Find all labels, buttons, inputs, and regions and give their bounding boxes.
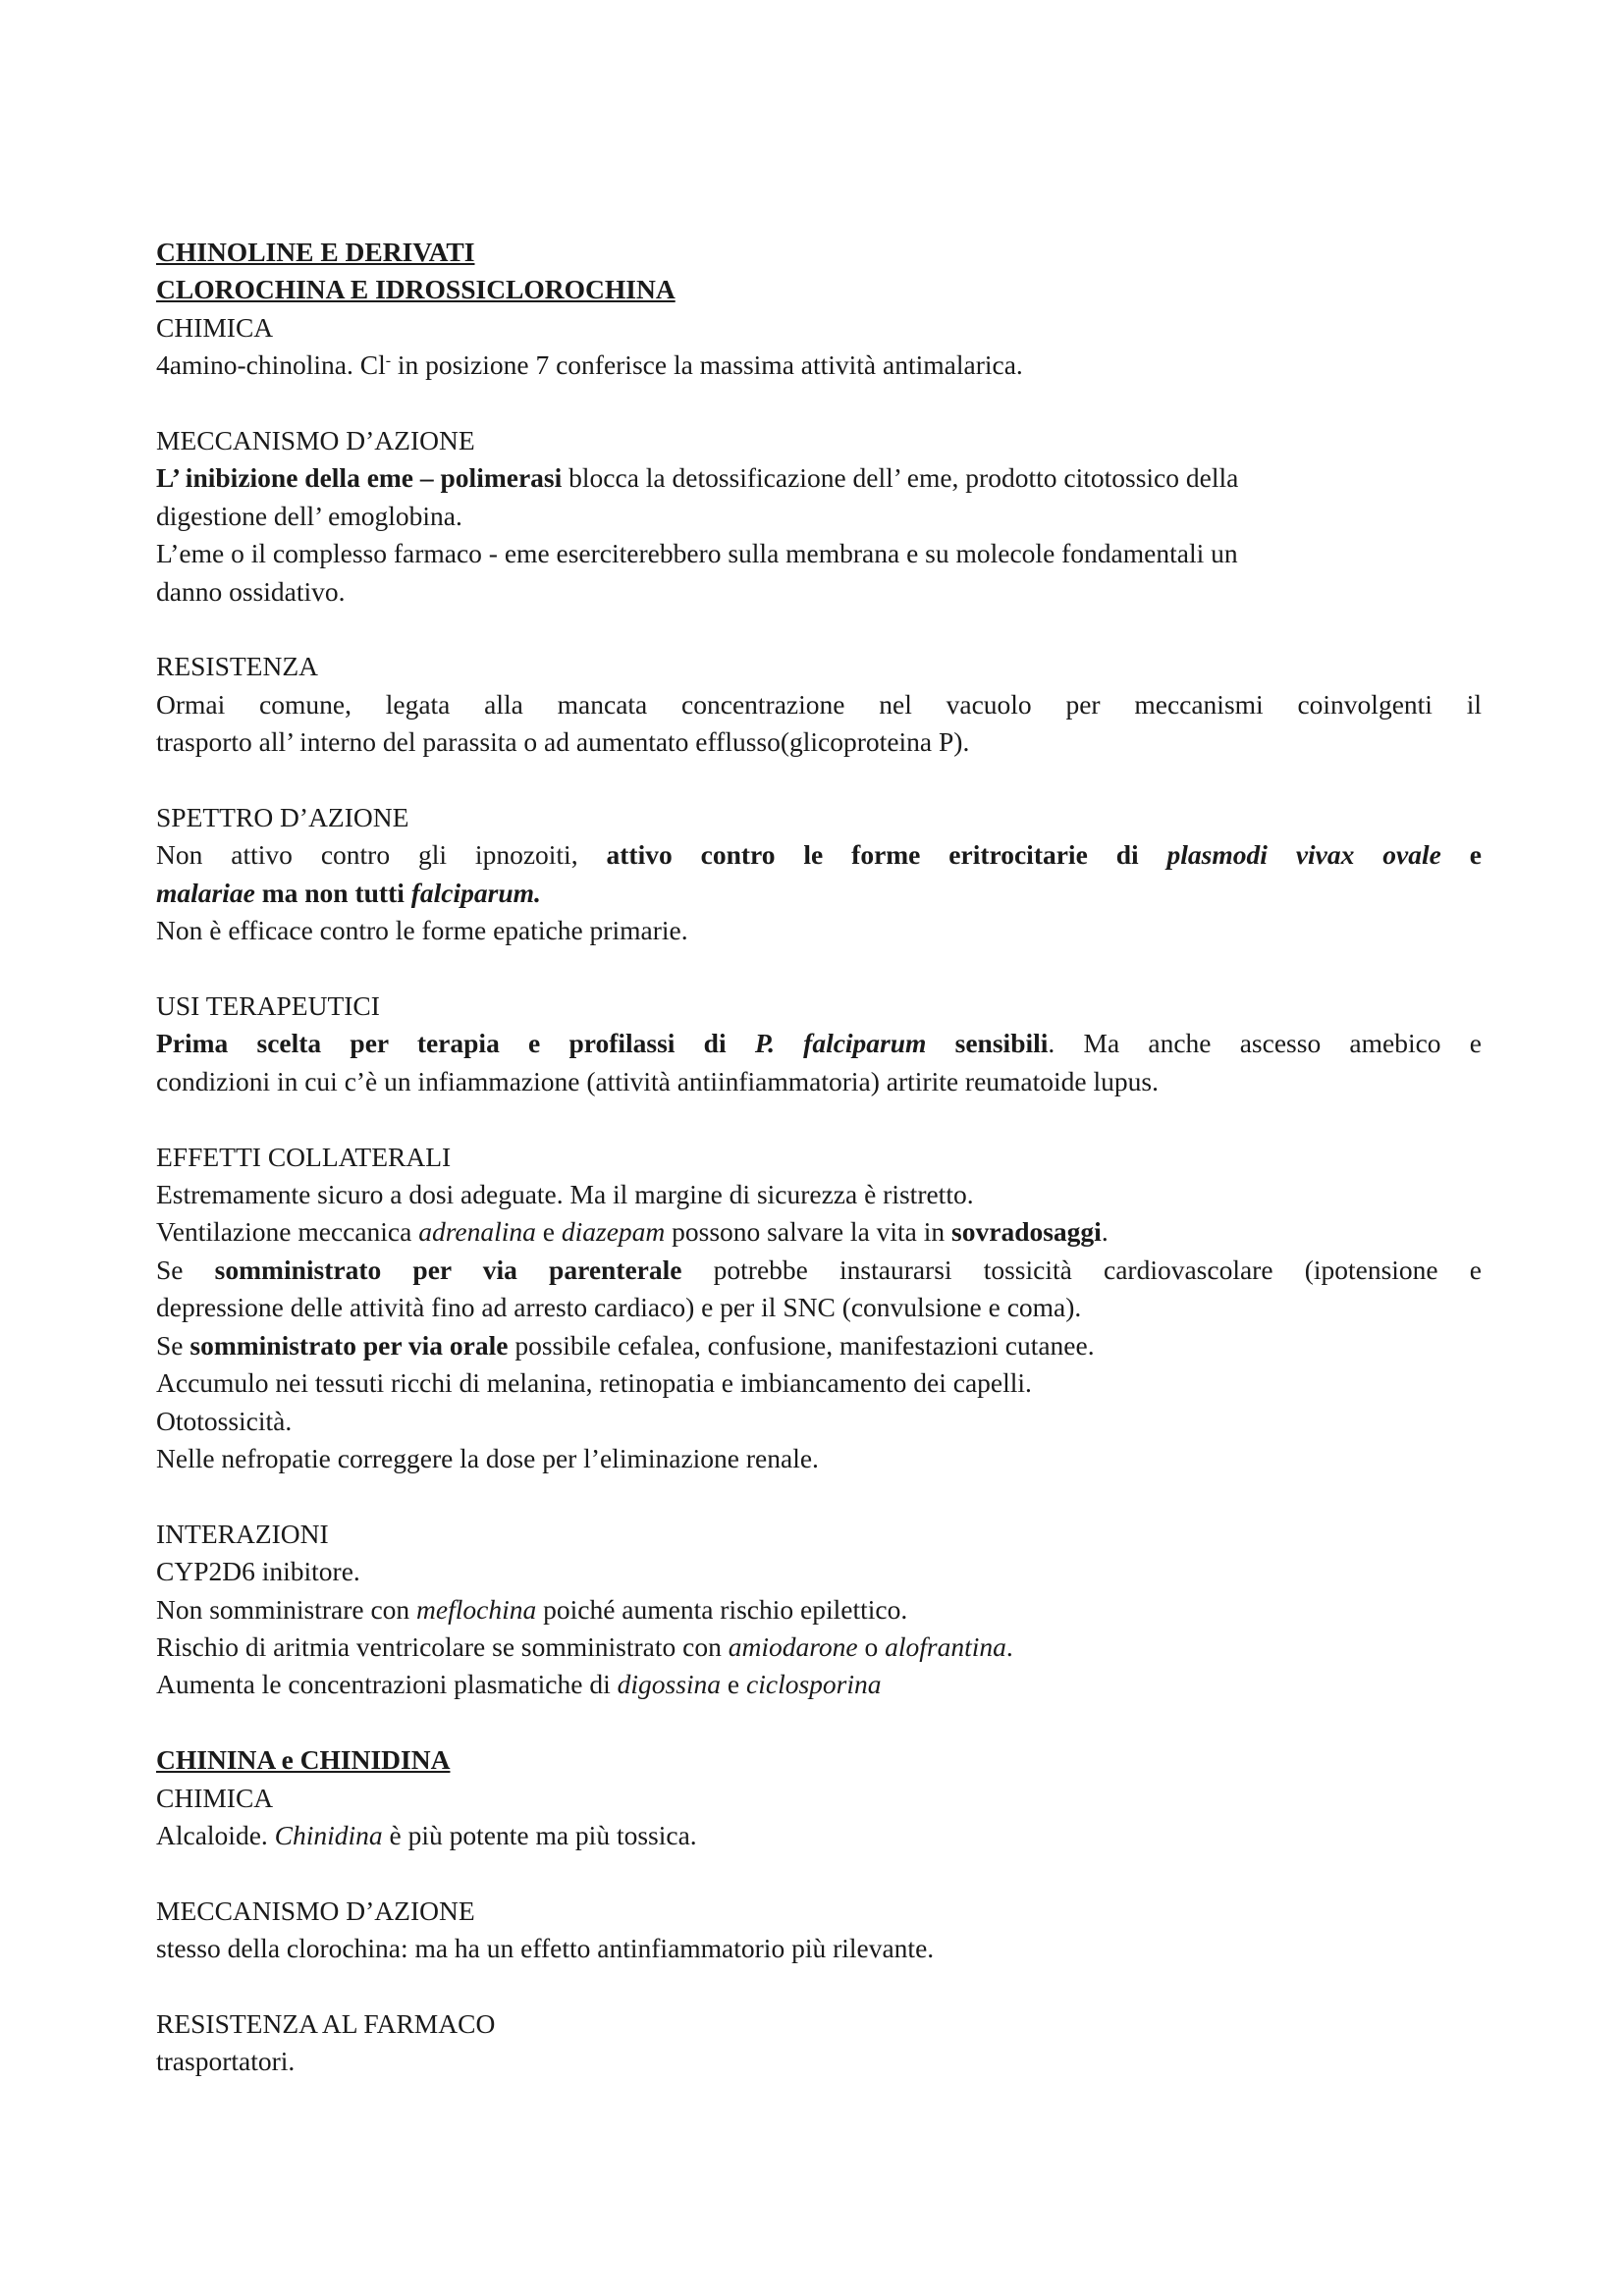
- paragraph-line: Non è efficace contro le forme epatiche primarie.: [156, 915, 688, 946]
- section-title: CLOROCHINA E IDROSSICLOROCHINA: [156, 274, 676, 305]
- paragraph-line: Accumulo nei tessuti ricchi di melanina, retinopatia e imbiancamento dei capelli.: [156, 1367, 1032, 1399]
- paragraph-line: Ormai comune, legata alla mancata concentrazione nel vacuolo per meccanismi coinvolgenti il: [156, 688, 1482, 720]
- paragraph-line: Nelle nefropatie correggere la dose per l’eliminazione renale.: [156, 1442, 819, 1473]
- paragraph-line: Estremamente sicuro a dosi adeguate. Ma il margine di sicurezza è ristretto.: [156, 1179, 974, 1210]
- paragraph-line: L’eme o il complesso farmaco - eme eserciterebbero sulla membrana e su molecole fondamentali un: [156, 538, 1238, 569]
- paragraph-line: Rischio di aritmia ventricolare se somministrato con amiodarone o alofrantina.: [156, 1630, 1013, 1662]
- paragraph-line: depressione delle attività fino ad arresto cardiaco) e per il SNC (convulsione e coma).: [156, 1292, 1082, 1323]
- paragraph-line: malariae ma non tutti falciparum.: [156, 877, 541, 908]
- paragraph-line: Non attivo contro gli ipnozoiti, attivo contro le forme eritrocitarie di plasmodi vivax ovale e: [156, 839, 1482, 871]
- subheading: INTERAZIONI: [156, 1518, 329, 1549]
- paragraph-line: Aumenta le concentrazioni plasmatiche di digossina e ciclosporina: [156, 1669, 882, 1700]
- paragraph-line: 4amino-chinolina. Cl- in posizione 7 conferisce la massima attività antimalarica.: [156, 349, 1023, 381]
- section-title: CHINOLINE E DERIVATI: [156, 237, 475, 267]
- subheading: USI TERAPEUTICI: [156, 990, 380, 1022]
- subheading: RESISTENZA AL FARMACO: [156, 2007, 496, 2039]
- subheading: CHIMICA: [156, 311, 274, 343]
- paragraph-line: Prima scelta per terapia e profilassi di P. falciparum sensibili. Ma anche ascesso amebico e: [156, 1028, 1482, 1059]
- paragraph-line: digestione dell’ emoglobina.: [156, 500, 462, 531]
- paragraph-line: condizioni in cui c’è un infiammazione (attività antiinfiammatoria) artirite reumatoide lupus.: [156, 1065, 1159, 1096]
- paragraph-line: Ventilazione meccanica adrenalina e diazepam possono salvare la vita in sovradosaggi.: [156, 1216, 1109, 1248]
- subheading: MECCANISMO D’AZIONE: [156, 425, 475, 456]
- subheading: RESISTENZA: [156, 651, 318, 682]
- paragraph-line: trasportatori.: [156, 2046, 296, 2077]
- paragraph-line: Se somministrato per via parenterale potrebbe instaurarsi tossicità cardiovascolare (ipotensione e: [156, 1254, 1483, 1285]
- paragraph-line: Se somministrato per via orale possibile cefalea, confusione, manifestazioni cutanee.: [156, 1329, 1095, 1361]
- paragraph-line: stesso della clorochina: ma ha un effetto antinfiammatorio più rilevante.: [156, 1933, 935, 1964]
- paragraph-line: Non somministrare con meflochina poiché aumenta rischio epilettico.: [156, 1593, 908, 1625]
- paragraph-line: CYP2D6 inibitore.: [156, 1556, 360, 1587]
- section-title: CHININA e CHINIDINA: [156, 1744, 451, 1776]
- paragraph-line: danno ossidativo.: [156, 575, 346, 607]
- paragraph-line: trasporto all’ interno del parassita o ad aumentato efflusso(glicoproteina P).: [156, 726, 970, 758]
- subheading: SPETTRO D’AZIONE: [156, 802, 409, 833]
- paragraph-line: L’ inibizione della eme – polimerasi blocca la detossificazione dell’ eme, prodotto citotossico della: [156, 462, 1239, 494]
- subheading: EFFETTI COLLATERALI: [156, 1141, 452, 1172]
- paragraph-line: Ototossicità.: [156, 1405, 293, 1436]
- paragraph-line: Alcaloide. Chinidina è più potente ma più tossica.: [156, 1819, 697, 1850]
- subheading: MECCANISMO D’AZIONE: [156, 1895, 475, 1926]
- subheading: CHIMICA: [156, 1782, 274, 1813]
- document-page: [156, 234, 1482, 2081]
